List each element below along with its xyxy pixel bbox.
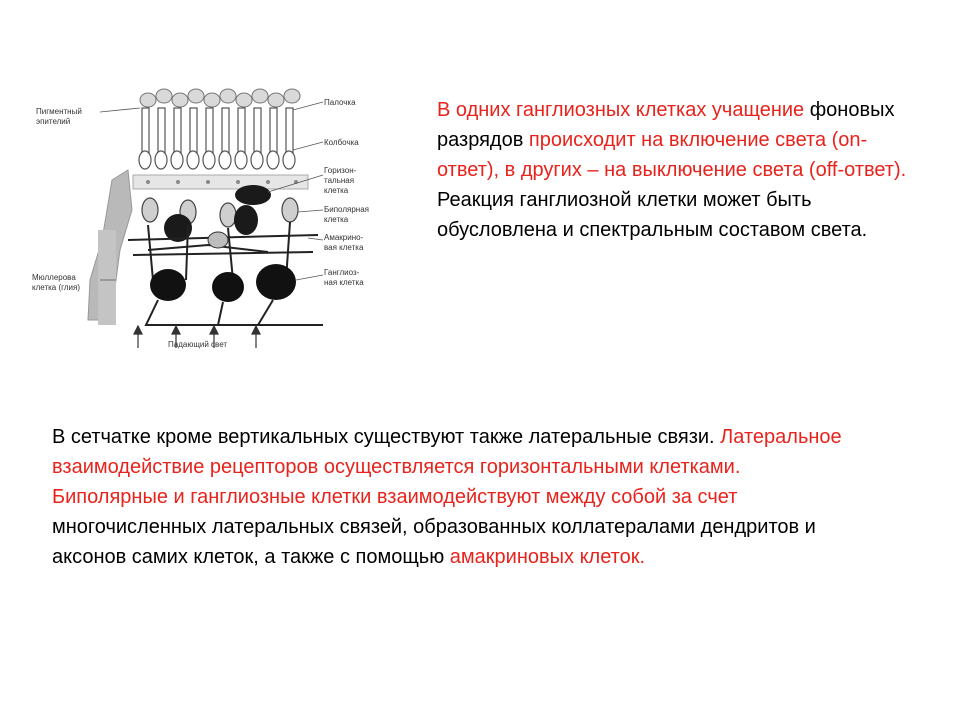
bipolar-dark-cell-2 xyxy=(234,205,258,235)
horizontal-cell-body xyxy=(235,185,271,205)
ganglion-response-text xyxy=(437,95,912,245)
label-bipolar-cell: Биполярная клетка xyxy=(324,205,369,224)
muller-stalk xyxy=(98,230,116,325)
ganglion-axons xyxy=(146,300,323,325)
label-horizontal-cell: Горизон- тальная клетка xyxy=(324,166,357,195)
outer-plexiform-layer xyxy=(133,175,308,189)
retina-diagram xyxy=(28,80,373,355)
text-bottom-part-5: амакриновых клеток. xyxy=(449,546,646,568)
text-bottom-part-1: В сетчатке кроме вертикальных существуют также латеральные связи. xyxy=(52,426,721,448)
text-bottom-part-4: многочисленных латеральных связей, образованных коллатералами дендритов и аксонов самих клеток, а также с помощью xyxy=(52,486,822,568)
text-top-part-4: Реакция ганглиозной клетки может быть обусловлена и спектральным составом света. xyxy=(437,159,912,241)
text-top-part-3: происходит на включение света (on-ответ), в других – на выключение света (off-ответ). xyxy=(437,129,907,181)
text-bottom-part-3: Биполярные и ганглиозные клетки взаимодействуют между собой за счет xyxy=(52,486,738,508)
label-pigment-epithelium: Пигментный эпителий xyxy=(36,107,82,126)
label-ganglion-cell: Ганглиоз- ная клетка xyxy=(324,268,364,287)
label-amacrine-cell: Амакрино- вая клетка xyxy=(324,233,364,252)
label-cone: Колбочка xyxy=(324,138,359,147)
label-muller-cell: Мюллерова клетка (глия) xyxy=(32,273,80,292)
text-top-part-1: В одних ганглиозных клетках учащение xyxy=(437,99,805,121)
text-bottom-part-2: Латеральное взаимодействие рецепторов осуществляется горизонтальными клетками. xyxy=(52,426,848,478)
label-incident-light: Падающий свет xyxy=(168,340,228,349)
ganglion-cells xyxy=(150,264,296,302)
text-top-part-2: фоновых разрядов xyxy=(437,99,901,151)
label-rod: Палочка xyxy=(324,98,356,107)
pigment-epithelium xyxy=(140,89,300,107)
photoreceptors xyxy=(139,108,295,169)
lateral-connections-text xyxy=(52,422,872,572)
amacrine-cell-body xyxy=(208,232,228,248)
